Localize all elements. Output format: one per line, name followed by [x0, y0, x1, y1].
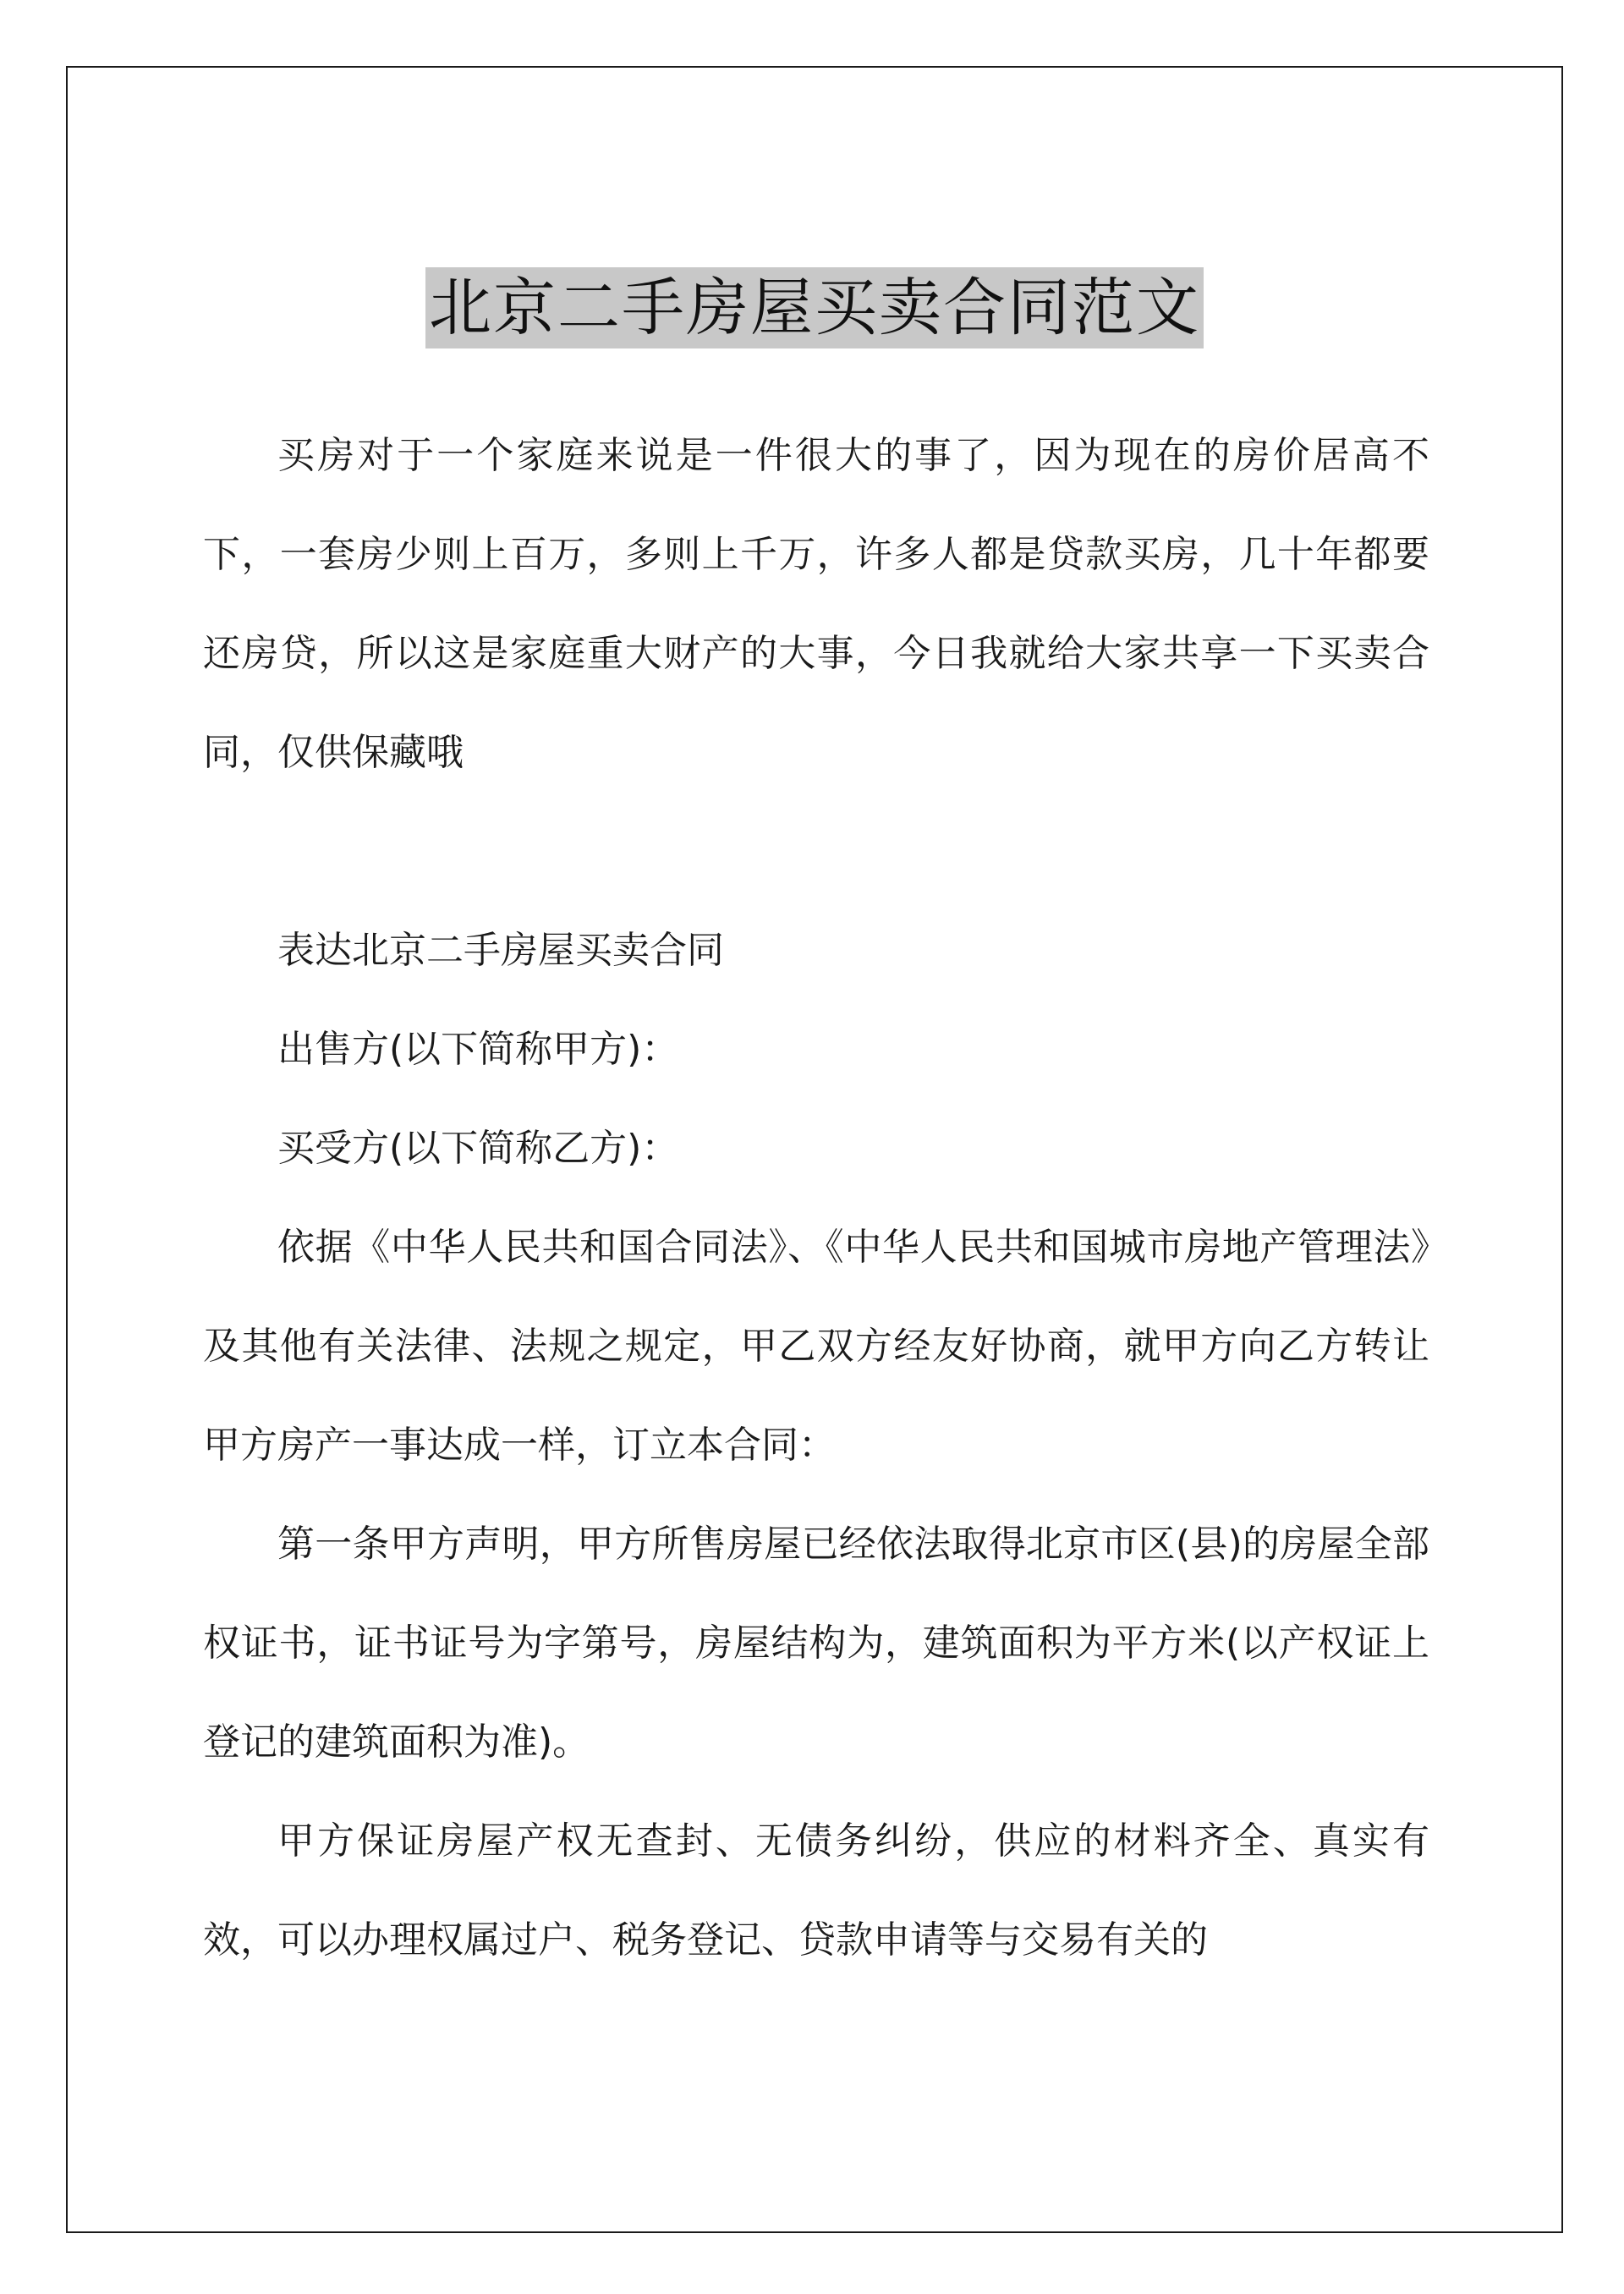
document-title: 北京二手房屋买卖合同范文	[425, 267, 1204, 348]
article-one-paragraph: 第一条甲方声明，甲方所售房屋已经依法取得北京市区(县)的房屋全部权证书，证书证号为字第号，房屋结构为，建筑面积为平方米(以产权证上登记的建筑面积为准)。	[203, 1523, 1429, 1764]
document-page	[66, 66, 1563, 2233]
guarantee-paragraph: 甲方保证房屋产权无查封、无债务纠纷，供应的材料齐全、真实有效，可以办理权属过户、税务登记、贷款申请等与交易有关的	[203, 1819, 1429, 1962]
intro-paragraph: 买房对于一个家庭来说是一件很大的事了，因为现在的房价居高不下，一套房少则上百万，多则上千万，许多人都是贷款买房，几十年都要还房贷，所以这是家庭重大财产的大事，今日我就给大家共享一下买卖合同，仅供保藏哦	[203, 434, 1429, 774]
document-body	[203, 406, 1429, 1989]
title-container	[68, 267, 1561, 348]
seller-line: 出售方(以下简称甲方)：	[277, 1028, 679, 1071]
buyer-line: 买受方(以下简称乙方)：	[277, 1127, 679, 1170]
legal-basis-paragraph: 依据《中华人民共和国合同法》、《中华人民共和国城市房地产管理法》及其他有关法律、法规之规定，甲乙双方经友好协商，就甲方向乙方转让甲方房产一事达成一样，订立本合同：	[203, 1226, 1429, 1467]
contract-heading: 表达北京二手房屋买卖合同	[277, 929, 724, 972]
